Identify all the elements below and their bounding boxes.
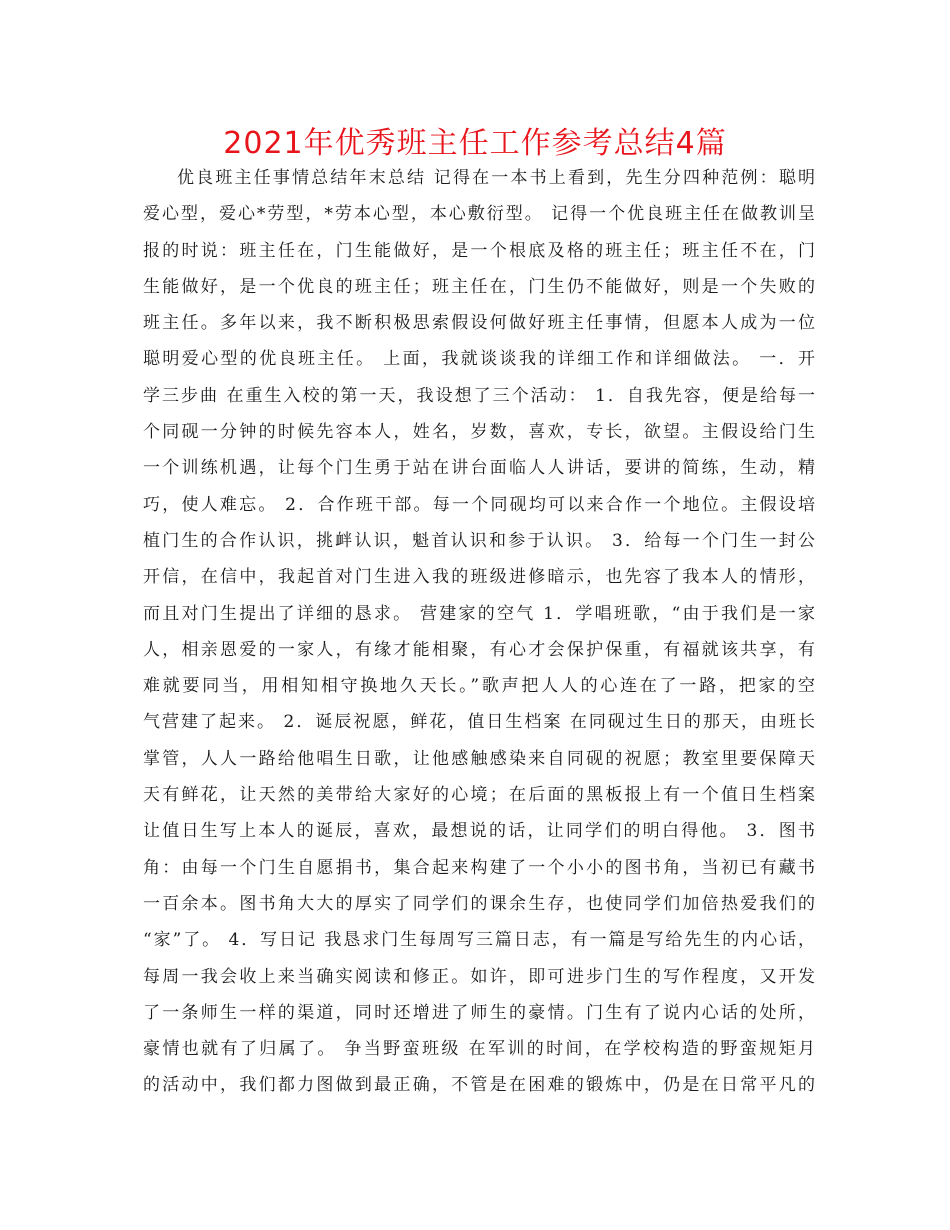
document-body xyxy=(143,160,815,1104)
body-line: “家”了。 4．写日记 我恳求门生每周写三篇日志，有一篇是写给先生的内心话， xyxy=(143,930,815,951)
body-line: 优良班主任事情总结年末总结 记得在一本书上看到，先生分四种范例：聪明 xyxy=(177,168,815,188)
body-line: 天有鲜花，让天然的美带给大家好的心境；在后面的黑板报上有一个值日生档案 xyxy=(143,785,815,806)
body-line: 报的时说：班主任在，门生能做好，是一个根底及格的班主任；班主任不在，门 xyxy=(143,240,815,261)
body-line: 角：由每一个门生自愿捐书，集合起来构建了一个小小的图书角，当初已有藏书 xyxy=(143,857,815,878)
document-title: 2021年优秀班主任工作参考总结4篇 xyxy=(223,126,727,161)
body-line: 每周一我会收上来当确实阅读和修正。如许，即可进步门生的写作程度，又开发 xyxy=(143,966,815,987)
body-line: 掌管，人人一路给他唱生日歌，让他感触感染来自同砚的祝愿；教室里要保障天 xyxy=(143,748,815,769)
body-line: 人，相亲恩爱的一家人，有缘才能相聚，有心才会保护保重，有福就该共享，有 xyxy=(143,639,815,660)
body-line: 班主任。多年以来，我不断积极思索假设何做好班主任事情，但愿本人成为一位 xyxy=(143,313,815,334)
body-line: 植门生的合作认识，挑衅认识，魁首认识和参于认识。 3．给每一个门生一封公 xyxy=(143,530,815,551)
body-line: 开信，在信中，我起首对门生进入我的班级进修暗示，也先容了我本人的情形， xyxy=(143,567,815,588)
body-line: 难就要同当，用相知相守换地久天长。”歌声把人人的心连在了一路，把家的空 xyxy=(143,676,815,697)
body-line: 一百余本。图书角大大的厚实了同学们的课余生存，也使同学们加倍热爱我们的 xyxy=(143,893,815,914)
body-line: 巧，使人难忘。 2．合作班干部。每一个同砚均可以来合作一个地位。主假设培 xyxy=(143,494,815,515)
body-line: 的活动中，我们都力图做到最正确，不管是在困难的锻炼中，仍是在日常平凡的 xyxy=(143,1075,815,1096)
body-line: 学三步曲 在重生入校的第一天，我设想了三个活动： 1．自我先容，便是给每一 xyxy=(143,385,815,406)
body-line: 了一条师生一样的渠道，同时还增进了师生的豪情。门生有了说内心话的处所， xyxy=(143,1002,815,1023)
body-line: 豪情也就有了归属了。 争当野蛮班级 在军训的时间，在学校构造的野蛮规矩月 xyxy=(143,1039,815,1060)
body-line: 生能做好，是一个优良的班主任；班主任在，门生仍不能做好，则是一个失败的 xyxy=(143,276,815,297)
body-line: 让值日生写上本人的诞辰，喜欢，最想说的话，让同学们的明白得他。 3．图书 xyxy=(143,821,815,842)
body-line: 气营建了起来。 2．诞辰祝愿，鲜花，值日生档案 在同砚过生日的那天，由班长 xyxy=(143,712,815,733)
body-line: 聪明爱心型的优良班主任。 上面，我就谈谈我的详细工作和详细做法。 一．开 xyxy=(143,349,815,370)
body-line: 个同砚一分钟的时候先容本人，姓名，岁数，喜欢，专长，欲望。主假设给门生 xyxy=(143,422,815,443)
body-line: 爱心型，爱心*劳型，*劳本心型，本心敷衍型。 记得一个优良班主任在做教训呈 xyxy=(143,204,815,225)
body-line: 而且对门生提出了详细的恳求。 营建家的空气 1．学唱班歌，“由于我们是一家 xyxy=(143,603,815,624)
body-line: 一个训练机遇，让每个门生勇于站在讲台面临人人讲话，要讲的简练，生动，精 xyxy=(143,458,815,479)
